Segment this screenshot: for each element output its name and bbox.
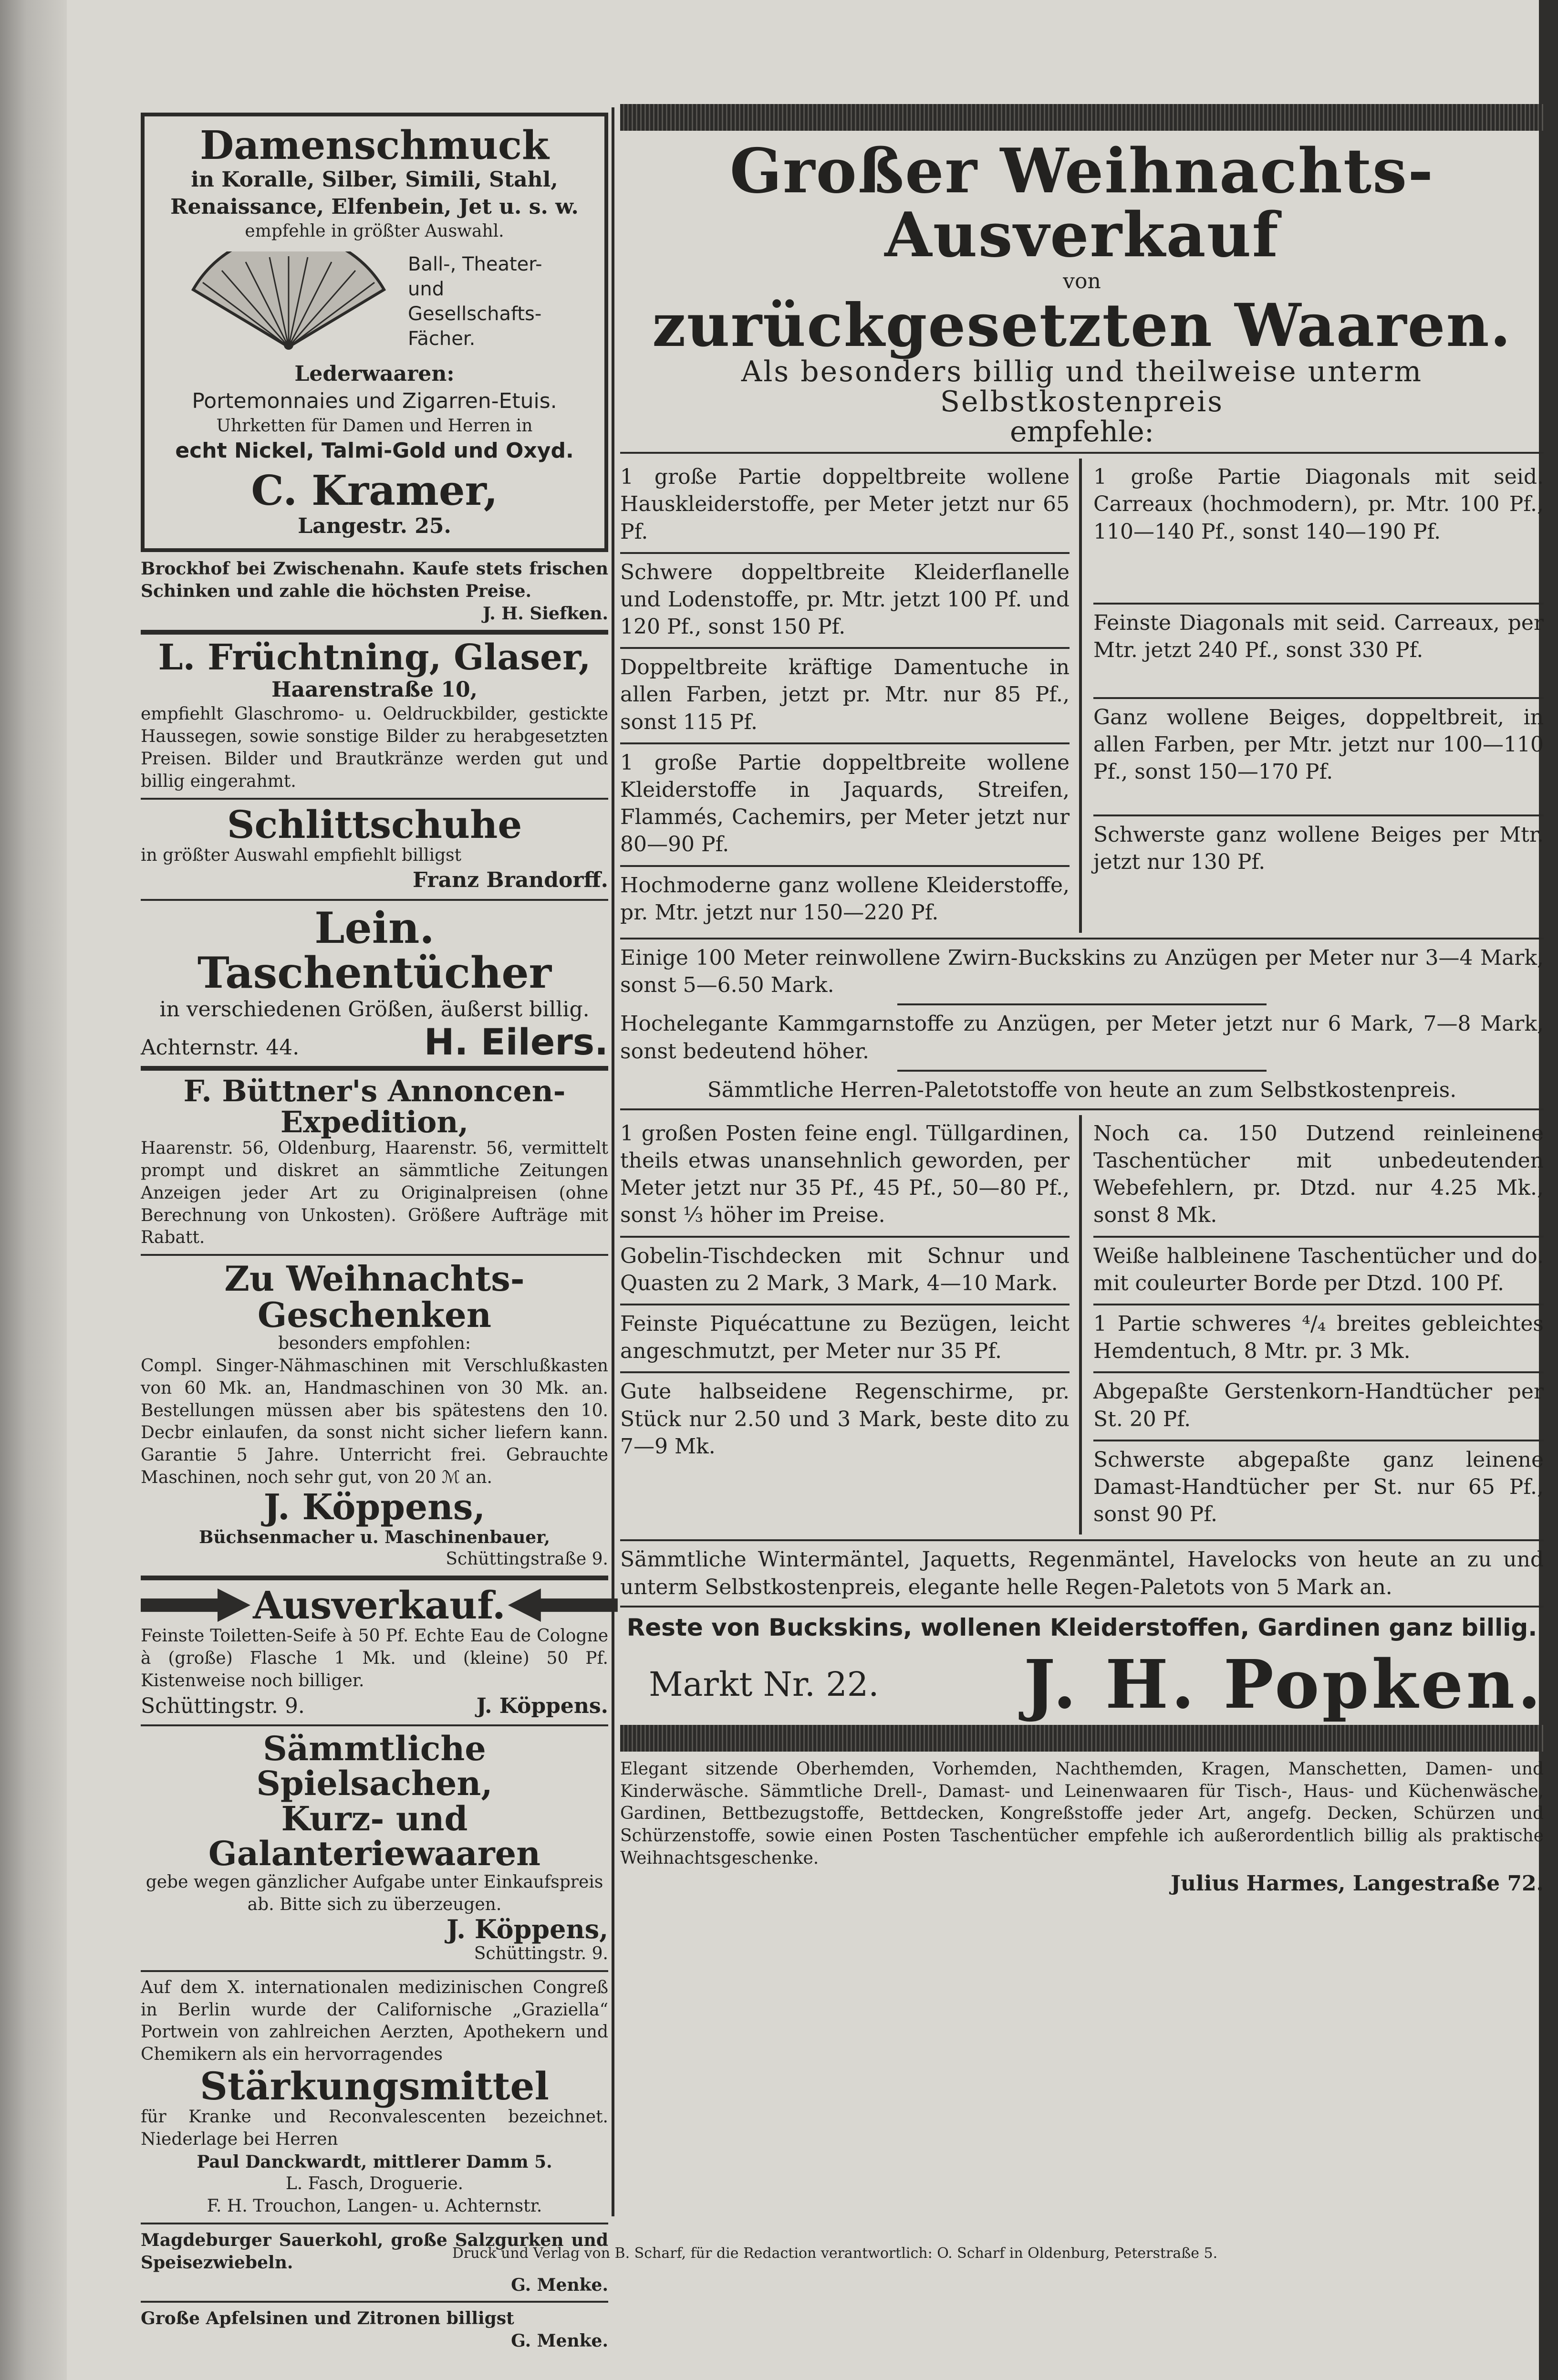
eilers-title: Lein. Taschentücher [197, 902, 552, 999]
spiel-title2: Kurz- und Galanteriewaaren [208, 1798, 541, 1874]
offer-l4: 1 große Partie doppeltbreite wollene Kleiderstoffe in Jaquards, Streifen, Flammés, Cachemirs, per Meter jetzt nur 80—90 Pf. [620, 744, 1070, 867]
kramer-name: C. Kramer, [251, 466, 498, 515]
ausverkauf-text: Feinste Toiletten-Seife à 50 Pf. Echte Eau de Cologne à (große) Flasche 1 Mk. und (kleine) 50 Pf. Kistenweise noch billiger. [141, 1626, 608, 1691]
column-rule [612, 107, 614, 2216]
koeppens-gifts-text: Compl. Singer-Nähmaschinen mit Verschlußkasten von 60 Mk. an, Handmaschinen von 30 Mk. an. Bestellungen müssen aber bis spätestens den 10. Decbr einlaufen, da sonst nicht sicher liefern kann. Garantie 5 Jahre. Unterricht frei. Gebrauchte Maschinen, noch sehr gut, von 20 ℳ an. [141, 1356, 608, 1488]
offer-pique: Feinste Piquécattune zu Bezügen, leicht angeschmutzt, per Meter nur 35 Pf. [620, 1305, 1070, 1373]
pointing-hand-left-icon [508, 1588, 618, 1622]
offer-l5: Hochmoderne ganz wollene Kleiderstoffe, pr. Mtr. jetzt nur 150—220 Pf. [620, 873, 1070, 925]
offer-r4: Schwerste ganz wollene Beiges per Mtr. jetzt nur 130 Pf. [1093, 822, 1544, 874]
top-banner [620, 104, 1544, 131]
offer-l1: 1 große Partie doppeltbreite wollene Hauskleiderstoffe, per Meter jetzt nur 65 Pf. [620, 459, 1070, 554]
ausverkauf-sig: J. Köppens. [476, 1693, 608, 1718]
kramer-line2: Renaissance, Elfenbein, Jet u. s. w. [170, 195, 579, 219]
staerk-dealer2: L. Fasch, Droguerie. [285, 2174, 464, 2194]
spiel-name: J. Köppens, [446, 1914, 608, 1945]
offer-r1: 1 große Partie Diagonals mit seid. Carreaux (hochmodern), pr. Mtr. 100 Pf., 110—140 Pf., sonst 140—190 Pf. [1093, 459, 1544, 605]
offer-l2: Schwere doppeltbreite Kleiderflanelle und Lodenstoffe, pr. Mtr. jetzt 100 Pf. und 120 Pf., sonst 150 Pf. [620, 554, 1070, 649]
spiel-address: Schüttingstr. 9. [474, 1944, 608, 1963]
staerk-title: Stärkungsmittel [200, 2063, 549, 2109]
offer-damast: Schwerste abgepaßte ganz leinene Damast-Handtücher per St. nur 65 Pf., sonst 90 Pf. [1093, 1447, 1544, 1527]
menke-sig2: G. Menke. [511, 2331, 608, 2351]
kramer-line3: empfehle in größter Auswahl. [245, 221, 504, 241]
offer-gardinen: 1 großen Posten feine engl. Tüllgardinen, theils etwas unansehnlich geworden, per Meter jetzt nur 35 Pf., 45 Pf., 50—80 Pf., sonst ⅓ höher im Preise. [620, 1115, 1070, 1238]
fruechtning-address: Haarenstraße 10, [271, 678, 478, 702]
brockhof-ad: Brockhof bei Zwischenahn. Kaufe stets frischen Schinken und zahle die höchsten Preise. [141, 559, 608, 601]
offer-gobelin: Gobelin-Tischdecken mit Schnur und Quasten zu 2 Mark, 3 Mark, 4—10 Mark. [620, 1238, 1070, 1305]
page-binding [0, 0, 67, 2380]
menke-ad1: Magdeburger Sauerkohl, große Salzgurken und Speisezwiebeln. [141, 2230, 608, 2273]
fruechtning-text: empfiehlt Glaschromo- u. Oeldruckbilder, gestickte Haussegen, sowie sonstige Bilder zu herabgesetzten Preisen. Bilder und Brautkränze werden gut und billig eingerahmt. [141, 704, 608, 791]
popken-title: Großer Weihnachts-Ausverkauf [729, 136, 1434, 271]
fan-icon [184, 251, 394, 352]
eilers-address: Achternstr. 44. [141, 1035, 300, 1060]
eilers-text: in verschiedenen Größen, äußerst billig. [159, 997, 590, 1022]
kramer-leder: Lederwaaren: [294, 362, 455, 386]
koeppens-gifts-title: Zu Weihnachts-Geschenken [224, 1258, 525, 1335]
offer-taschentuecher: Noch ca. 150 Dutzend reinleinene Taschentücher mit unbedeutenden Webefehlern, pr. Dtzd. nur 4.25 Mk., sonst 8 Mk. [1093, 1115, 1544, 1238]
offer-paletot: Sämmtliche Herren-Paletotstoffe von heute an zum Selbstkostenpreis. [707, 1077, 1457, 1102]
fan-text: Ball-, Theater- und Gesellschafts-Fächer. [408, 253, 542, 350]
kramer-title: Damenschmuck [200, 123, 549, 168]
buettner-text: Haarenstr. 56, Oldenburg, Haarenstr. 56, vermittelt prompt und diskret an sämmtliche Zeitungen Anzeigen jeder Art zu Originalpreisen (ohne Berechnung von Unkosten). Größere Aufträge mit Rabatt. [141, 1138, 608, 1248]
popken-von: von [1063, 269, 1101, 293]
koeppens-gifts-job: Büchsenmacher u. Maschinenbauer, [198, 1527, 550, 1547]
popken-intro: Als besonders billig und theilweise unterm Selbstkostenpreis [741, 355, 1423, 419]
popken-empfehle: empfehle: [1009, 415, 1154, 449]
offer-gerstenkorn: Abgepaßte Gerstenkorn-Handtücher per St. 20 Pf. [1093, 1373, 1544, 1441]
koeppens-gifts-name: J. Köppens, [263, 1486, 486, 1528]
eilers-sig: H. Eilers. [424, 1020, 608, 1063]
popken-title2: zurückgesetzten Waaren. [652, 291, 1512, 360]
kramer-ad [141, 113, 608, 552]
kramer-porte: Portemonnaies und Zigarren-Etuis. [192, 389, 557, 414]
ausverkauf-title: Ausverkauf. [253, 1583, 506, 1628]
schlitt-title: Schlittschuhe [227, 802, 522, 847]
offer-halbleinen: Weiße halbleinene Taschentücher und do. mit couleurter Borde per Dtzd. 100 Pf. [1093, 1238, 1544, 1305]
offer-reste: Reste von Buckskins, wollenen Kleiderstoffen, Gardinen ganz billig. [626, 1613, 1537, 1641]
staerk-dealer3: F. H. Trouchon, Langen- u. Achternstr. [207, 2196, 542, 2216]
koeppens-gifts-address: Schüttingstraße 9. [446, 1549, 608, 1569]
popken-address: Markt Nr. 22. [649, 1665, 879, 1704]
kramer-line1: in Koralle, Silber, Simili, Stahl, [191, 167, 558, 192]
offer-r2: Feinste Diagonals mit seid. Carreaux, per Mtr. jetzt 240 Pf., sonst 330 Pf. [1093, 605, 1544, 699]
kramer-nickel: echt Nickel, Talmi-Gold und Oxyd. [175, 438, 574, 463]
ausverkauf-address: Schüttingstr. 9. [141, 1693, 305, 1718]
imprint: Druck und Verlag von B. Scharf, für die Redaction verantwortlich: O. Scharf in Oldenburg, Peterstraße 5. [452, 2245, 1218, 2262]
buettner-title: F. Büttner's Annoncen-Expedition, [183, 1073, 566, 1140]
harmes-ad: Elegant sitzende Oberhemden, Vorhemden, Nachthemden, Kragen, Manschetten, Damen- und Kinderwäsche. Sämmtliche Drell-, Damast- und Leinenwaaren für Tisch-, Haus- und Küchenwäsche, Gardinen, Bettbezugstoffe, Bettdecken, Kongreßstoffe jeder Art, angefg. Decken, Schürzen und Schürzenstoffe, sowie einen Posten Taschentücher empfehle ich außerordentlich billig als praktische Weihnachtsgeschenke. [620, 1759, 1544, 1868]
staerk-text: Auf dem X. internationalen medizinischen Congreß in Berlin wurde der Californische „Graziella“ Portwein von zahlreichen Aerzten, Apothekern und Chemikern als ein hervorragendes [141, 1977, 608, 2065]
bottom-banner [620, 1725, 1544, 1752]
kramer-address: Langestr. 25. [298, 513, 451, 538]
harmes-sig: Julius Harmes, Langestraße 72. [1171, 1871, 1544, 1896]
staerk-text2: für Kranke und Reconvalescenten bezeichnet. Niederlage bei Herren [141, 2107, 608, 2149]
menke-ad2: Große Apfelsinen und Zitronen billigst [141, 2308, 514, 2329]
menke-sig1: G. Menke. [511, 2275, 608, 2295]
schlitt-text: in größter Auswahl empfiehlt billigst [141, 845, 462, 865]
staerk-dealer1: Paul Danckwardt, mittlerer Damm 5. [197, 2151, 552, 2172]
popken-name: J. H. Popken. [1024, 1645, 1544, 1724]
offer-r3: Ganz wollene Beiges, doppeltbreit, in allen Farben, per Mtr. jetzt nur 100—110 Pf., sonst 150—170 Pf. [1093, 699, 1544, 816]
koeppens-gifts-sub: besonders empfohlen: [278, 1334, 471, 1354]
kramer-uhr: Uhrketten für Damen und Herren in [216, 416, 533, 436]
brockhof-sig: J. H. Siefken. [482, 603, 608, 624]
spiel-title1: Sämmtliche Spielsachen, [256, 1728, 493, 1804]
schlitt-sig: Franz Brandorff. [412, 868, 608, 893]
left-column [141, 113, 608, 2351]
spiel-text: gebe wegen gänzlicher Aufgabe unter Einkaufspreis ab. Bitte sich zu überzeugen. [145, 1872, 603, 1914]
offer-buckskins: Einige 100 Meter reinwollene Zwirn-Buckskins zu Anzügen per Meter nur 3—4 Mark, sonst 5—6.50 Mark. [620, 945, 1544, 998]
offer-kammgarn: Hochelegante Kammgarnstoffe zu Anzügen, per Meter jetzt nur 6 Mark, 7—8 Mark, sonst bedeutend höher. [620, 1012, 1544, 1064]
offer-l3: Doppeltbreite kräftige Damentuche in allen Farben, jetzt pr. Mtr. nur 85 Pf., sonst 115 Pf. [620, 649, 1070, 744]
offer-schirme: Gute halbseidene Regenschirme, pr. Stück nur 2.50 und 3 Mark, beste dito zu 7—9 Mk. [620, 1379, 1070, 1459]
fruechtning-title: L. Früchtning, Glaser, [158, 637, 591, 678]
popken-ad [620, 104, 1544, 2223]
pointing-hand-right-icon [141, 1588, 250, 1622]
offer-hemdentuch: 1 Partie schweres ⁴/₄ breites gebleichtes Hemdentuch, 8 Mtr. pr. 3 Mk. [1093, 1305, 1544, 1373]
offer-wintermaentel: Sämmtliche Wintermäntel, Jaquetts, Regenmäntel, Havelocks von heute an zu und unterm Selbstkostenpreis, elegante helle Regen-Paletots von 5 Mark an. [620, 1547, 1544, 1599]
